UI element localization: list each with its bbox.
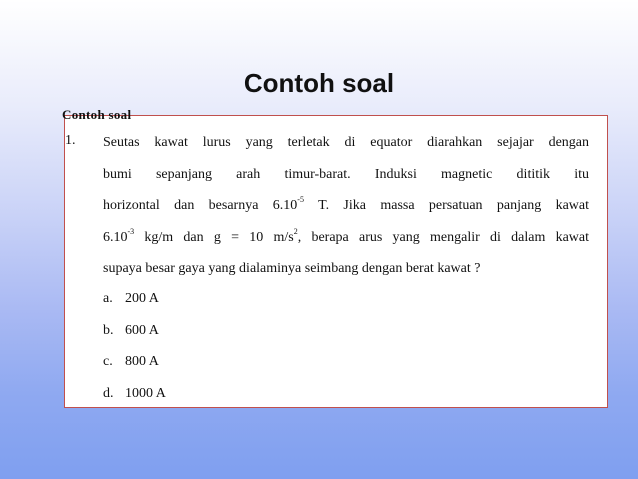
option-a <box>103 289 166 321</box>
option-text: 600 A <box>125 322 159 338</box>
line-4-before: 6.10 <box>103 229 128 245</box>
option-b <box>103 321 166 353</box>
option-letter: b. <box>103 322 114 338</box>
line-4-after: , berapa arus yang mengalir di dalam kawat <box>297 229 590 245</box>
option-c <box>103 352 166 384</box>
option-letter: a. <box>103 291 113 306</box>
question-number: 1. <box>65 133 76 148</box>
question-text <box>103 133 589 291</box>
option-d <box>103 384 166 416</box>
question-image <box>62 107 608 408</box>
question-line-3 <box>103 196 589 228</box>
question-line-1: Seutas kawat lurus yang terletak di equator diarahkan sejajar dengan <box>103 135 589 150</box>
cut-off-heading: Contoh soal <box>62 107 132 122</box>
line-3-after: T. Jika massa persatuan panjang kawat <box>303 198 589 213</box>
question-line-4 <box>103 228 589 260</box>
option-text: 800 A <box>125 354 159 369</box>
question-line-5: supaya besar gaya yang dialaminya seimbang dengan berat kawat ? <box>103 261 481 276</box>
slide-title: Contoh soal <box>243 68 395 98</box>
option-text: 1000 A <box>125 385 166 401</box>
line-4-middle: kg/m dan g = 10 m/s <box>134 229 294 245</box>
option-letter: d. <box>103 385 114 401</box>
answer-options <box>103 289 166 415</box>
exponent-induction: -5 <box>297 195 304 205</box>
exponent-mass: -3 <box>127 226 135 236</box>
question-line-2: bumi sepanjang arah timur-barat. Induksi magnetic dititik itu <box>103 166 589 182</box>
exponent-gravity: 2 <box>293 226 298 236</box>
line-3-before: horizontal dan besarnya 6.10 <box>103 198 298 213</box>
option-letter: c. <box>103 354 113 369</box>
option-text: 200 A <box>125 291 159 306</box>
